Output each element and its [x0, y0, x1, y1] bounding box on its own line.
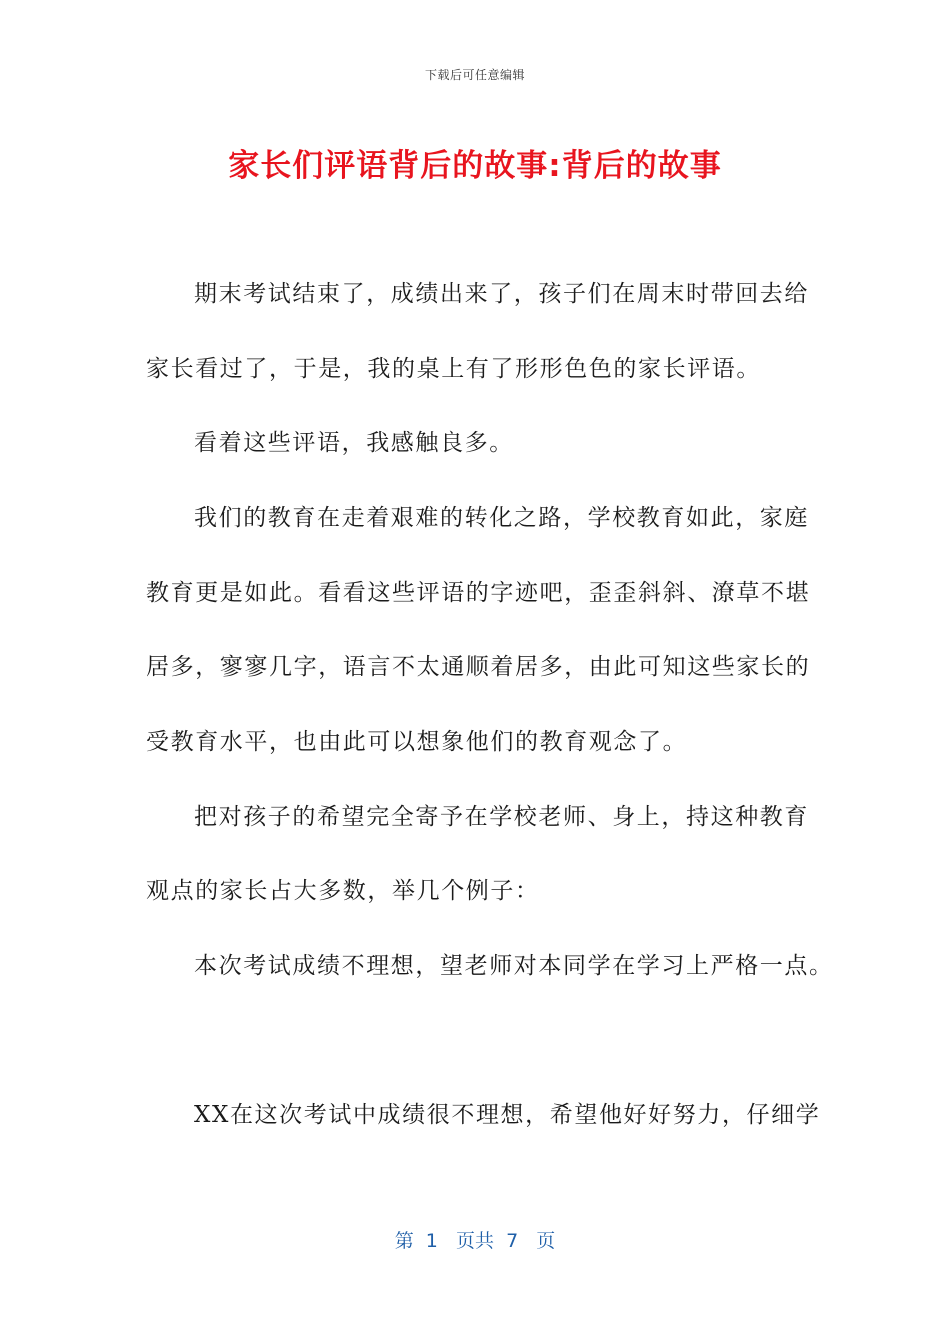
paragraph-line: 本次考试成绩不理想，望老师对本同学在学习上严格一点。: [194, 953, 834, 979]
paragraph-line: 受教育水平，也由此可以想象他们的教育观念了。: [146, 729, 688, 755]
paragraph-line: 我们的教育在走着艰难的转化之路，学校教育如此，家庭: [194, 505, 809, 531]
paragraph-line: 观点的家长占大多数，举几个例子：: [146, 878, 540, 904]
document-title: 家长们评语背后的故事:背后的故事: [228, 148, 722, 184]
paragraph-line: 看着这些评语，我感触良多。: [194, 430, 514, 456]
paragraph-line: 家长看过了，于是，我的桌上有了形形色色的家长评语。: [146, 356, 761, 382]
paragraph-line: 把对孩子的希望完全寄予在学校老师、身上，持这种教育: [194, 804, 809, 830]
paragraph-line: 教育更是如此。看看这些评语的字迹吧，歪歪斜斜、潦草不堪: [146, 580, 811, 606]
paragraph-line: 居多，寥寥几字，语言不太通顺着居多，由此可知这些家长的: [146, 654, 811, 680]
header-note: 下载后可任意编辑: [424, 68, 525, 82]
page-number-footer: 第 1 页共 7 页: [394, 1230, 556, 1252]
paragraph-line: XX在这次考试中成绩很不理想，希望他好好努力，仔细学: [194, 1102, 821, 1128]
paragraph-line: 期末考试结束了，成绩出来了，孩子们在周末时带回去给: [194, 281, 809, 307]
